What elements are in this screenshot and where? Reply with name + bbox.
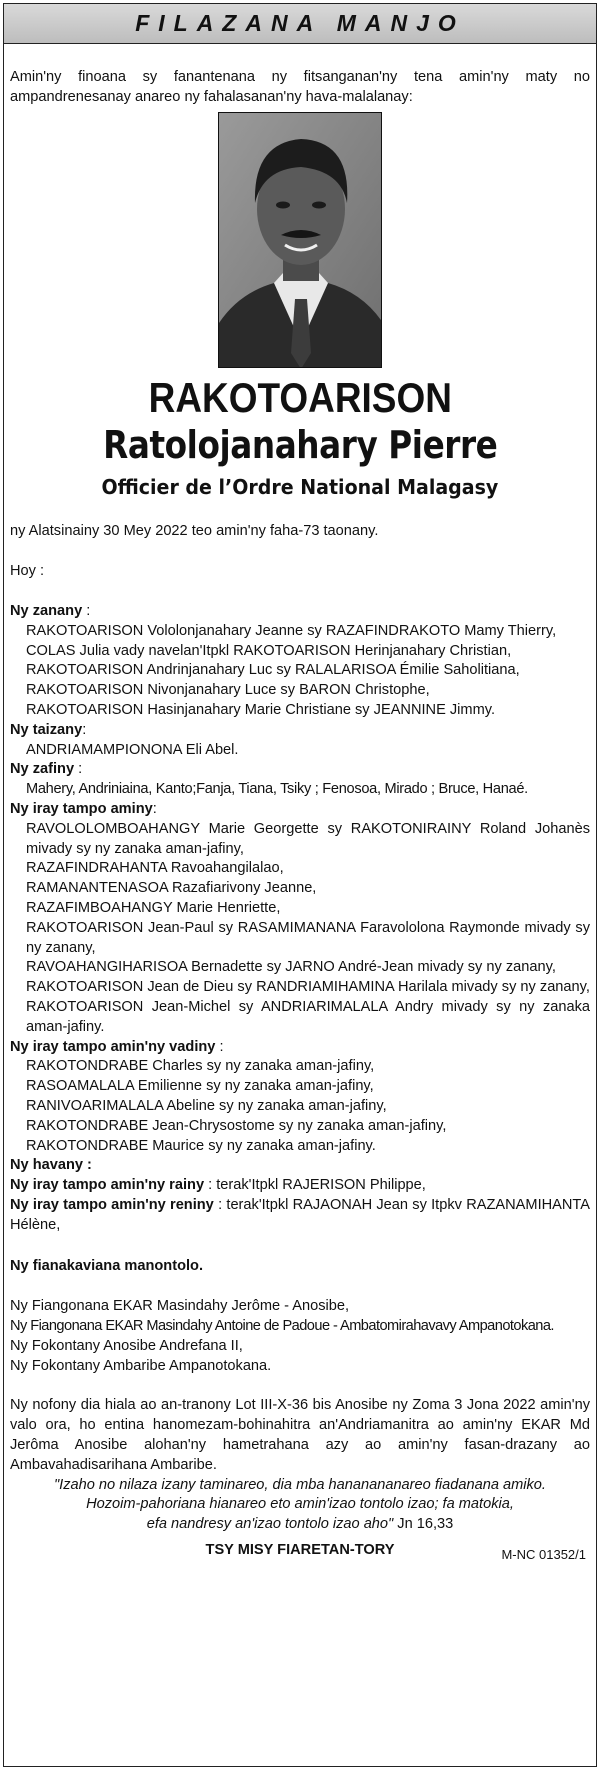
banner-title: FILAZANA MANJO (135, 10, 465, 36)
list-item: RAVOAHANGIHARISOA Bernadette sy JARNO André-Jean mivady sy ny zanany, (26, 959, 556, 976)
section-title: Ny zanany (10, 602, 83, 619)
section-title: Ny iray tampo amin'ny rainy (10, 1177, 205, 1194)
list-item: RAKOTOARISON Hasinjanahary Marie Christiane sy JEANNINE Jimmy. (26, 701, 496, 718)
notice-reference: M-NC 01352/1 (501, 1547, 586, 1563)
list-item: RAKOTOARISON Jean-Paul sy RASAMIMANANA Faravololona Raymonde mivady sy ny zanany, (26, 919, 590, 956)
list-item: RAKOTOARISON Vololonjanahary Jeanne sy RAZAFINDRAKOTO Mamy Thierry, (26, 622, 557, 639)
list-item: RAKOTONDRABE Charles sy ny zanaka aman-jafiny, (26, 1058, 375, 1075)
fianakaviana-line: Ny fianakaviana manontolo. (10, 1258, 204, 1275)
church-list (10, 1297, 590, 1376)
reniny-text: : terak'Itpkl RAJAONAH Jean sy Itpkv RAZANAMIHANTA Hélène, (10, 1196, 590, 1233)
notice-footer (10, 1537, 590, 1563)
church-item: Ny Fokontany Ambaribe Ampanotokana. (10, 1357, 272, 1374)
list-item: RASOAMALALA Emilienne sy ny zanaka aman-jafiny, (26, 1078, 374, 1095)
deceased-name-block (10, 374, 590, 501)
deceased-honorific: Officier de l’Ordre National Malagasy (101, 474, 499, 499)
zafiny-heading (10, 760, 590, 780)
section-separator: : (74, 761, 83, 778)
rainy-line (10, 1176, 590, 1196)
deceased-surname: RAKOTOARISON (148, 373, 452, 421)
intro-text: Amin'ny finoana sy fanantenana ny fitsanganan'ny tena amin'ny maty no ampandrenesanay anareo ny fahalasanan'ny hava-malalanay: (10, 69, 590, 105)
taizany-heading (10, 721, 590, 741)
photo-container (10, 112, 590, 368)
list-item: COLAS Julia vady navelan'Itpkl RAKOTOARISON Herinjanahary Christian, (26, 642, 512, 659)
quote-reference: Jn 16,33 (393, 1516, 454, 1533)
hoy-label: Hoy : (10, 563, 45, 580)
section-title: Ny zafiny (10, 761, 75, 778)
list-item: RAKOTONDRABE Jean-Chrysostome sy ny zanaka aman-jafiny, (26, 1117, 447, 1134)
deceased-photo (218, 112, 382, 368)
list-item: RAZAFIMBOAHANGY Marie Henriette, (26, 899, 281, 916)
portrait-drawing (219, 113, 382, 368)
quote-line: Hozoim-pahoriana hianareo eto amin'izao tontolo izao; fa matokia, (86, 1496, 514, 1513)
deceased-given-names: Ratolojanahary Pierre (102, 422, 498, 467)
reniny-line (10, 1196, 590, 1236)
notice-body (4, 44, 596, 1563)
list-item: RAMANANTENASOA Razafiarivony Jeanne, (26, 880, 317, 897)
zanany-heading (10, 602, 590, 622)
obituary-notice (3, 3, 597, 1767)
havany-heading: Ny havany : (10, 1157, 92, 1174)
iray-tampo-aminy-heading (10, 800, 590, 820)
list-item: RAKOTONDRABE Maurice sy ny zanaka aman-jafiny. (26, 1137, 376, 1154)
death-date-line: ny Alatsinainy 30 Mey 2022 teo amin'ny faha-73 taonany. (10, 523, 379, 540)
section-separator: : (82, 602, 91, 619)
tory-notice: TSY MISY FIARETAN-TORY (205, 1542, 395, 1559)
church-item: Ny Fiangonana EKAR Masindahy Jerôme - Anosibe, (10, 1298, 350, 1315)
section-title: Ny iray tampo aminy (10, 800, 153, 817)
section-title: Ny taizany (10, 721, 83, 738)
quote-line: "Izaho no nilaza izany taminareo, dia mba hananananareo fiadanana amiko. (54, 1476, 546, 1493)
section-title: Ny iray tampo amin'ny vadiny (10, 1038, 216, 1055)
section-title: Ny iray tampo amin'ny reniny (10, 1196, 214, 1213)
list-item: RAZAFINDRAHANTA Ravoahangilalao, (26, 860, 284, 877)
list-item: Mahery, Andriniaina, Kanto;Fanja, Tiana, Tsiky ; Fenosoa, Mirado ; Bruce, Hanaé. (26, 781, 528, 798)
list-item: RANIVOARIMALALA Abeline sy ny zanaka aman-jafiny, (26, 1097, 387, 1114)
bible-quote (10, 1476, 590, 1535)
list-item: RAKOTOARISON Andrinjanahary Luc sy RALALARISOA Émilie Saholitiana, (26, 662, 520, 679)
iray-tampo-vadiny-heading (10, 1038, 590, 1058)
list-item: RAKOTOARISON Nivonjanahary Luce sy BARON Christophe, (26, 682, 430, 699)
church-item: Ny Fiangonana EKAR Masindahy Antoine de Padoue - Ambatomirahavavy Ampanotokana. (10, 1318, 554, 1335)
quote-line-final (10, 1515, 590, 1535)
section-separator: : (152, 800, 157, 817)
rainy-text: : terak'Itpkl RAJERISON Philippe, (204, 1177, 426, 1194)
list-item: RAKOTOARISON Jean-Michel sy ANDRIARIMALALA Andry mivady sy ny zanaka aman-jafiny. (26, 998, 590, 1035)
list-item: ANDRIAMAMPIONONA Eli Abel. (26, 741, 239, 758)
church-item: Ny Fokontany Anosibe Andrefana II, (10, 1337, 243, 1354)
funeral-details: Ny nofony dia hiala ao an-tranony Lot III-X-36 bis Anosibe ny Zoma 3 Jona 2022 amin'ny valo ora, ho entina hanomezam-bohinahitra an'Andriamanitra ao amin'ny EKAR Md Jerôma Anosibe alohan'ny hametrahana azy ao amin'ny fasan-drazany ao Ambavahadisarihana Ambaribe. (10, 1397, 590, 1473)
header-banner (4, 4, 596, 44)
section-separator: : (215, 1038, 224, 1055)
quote-text: efa nandresy an'izao tontolo izao aho" (146, 1516, 394, 1533)
list-item: RAKOTOARISON Jean de Dieu sy RANDRIAMIHAMINA Harilala mivady sy ny zanany, (26, 979, 590, 996)
list-item: RAVOLOLOMBOAHANGY Marie Georgette sy RAKOTONIRAINY Roland Johanès mivady sy ny zanaka aman-jafiny, (26, 820, 590, 857)
family-sections (10, 602, 590, 1563)
section-separator: : (82, 721, 87, 738)
